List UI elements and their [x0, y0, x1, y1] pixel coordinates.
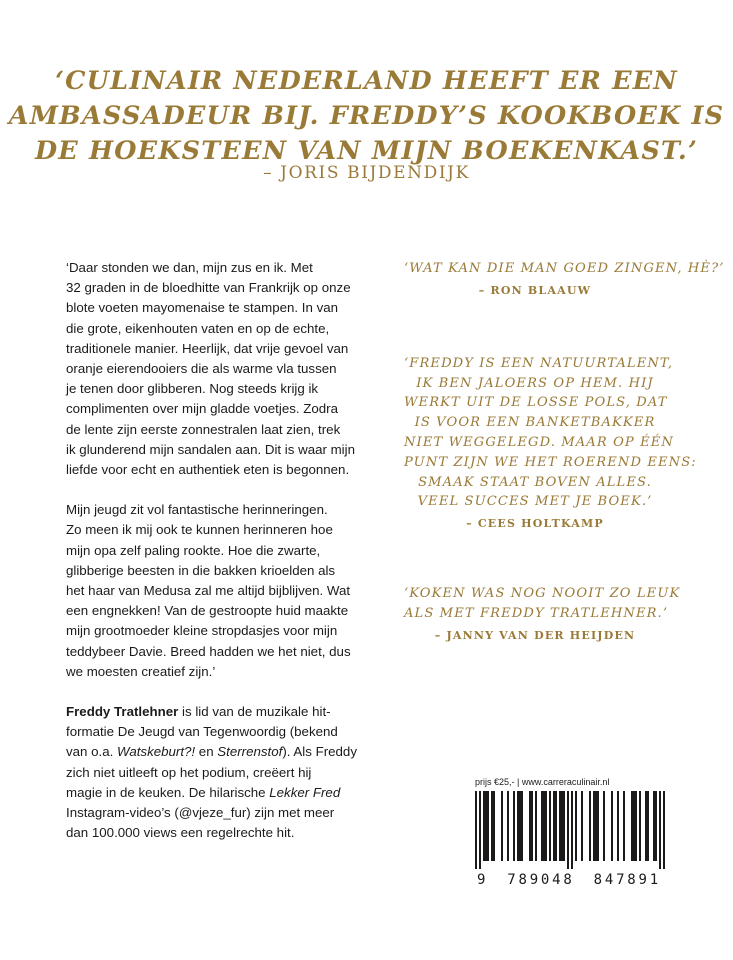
text-line	[66, 785, 340, 800]
text-line: traditionele manier. Heerlijk, dat vrije gevoel van	[66, 340, 349, 356]
barcode-bar	[535, 791, 537, 861]
barcode-bar	[611, 791, 613, 861]
barcode-bar	[563, 791, 565, 861]
series-title: Lekker Fred	[269, 784, 341, 800]
barcode-bar	[653, 791, 655, 861]
quote-line: ‘FREDDY IS EEN NATUURTALENT,	[404, 355, 674, 371]
text-fragment: en	[195, 744, 218, 760]
barcode-bar	[517, 791, 519, 861]
quote-line: VEEL SUCCES MET JE BOEK.’	[417, 494, 653, 510]
barcode-bar	[555, 791, 557, 861]
text-line: je tenen door glibberen. Nog steeds krijg ik	[66, 381, 319, 397]
barcode-bar	[603, 791, 605, 861]
quote-line: ‘KOKEN WAS NOG NOOIT ZO LEUK	[404, 586, 681, 602]
featured-quote-attribution: – JORIS BIJDENDIJK	[263, 163, 470, 183]
text-fragment: is lid van de muzikale hit-	[178, 704, 331, 720]
author-bio	[66, 702, 386, 843]
endorsement-quote	[404, 584, 681, 624]
text-line: zich niet uitleeft op het podium, creëert hij	[66, 764, 312, 780]
barcode-bar	[595, 791, 597, 861]
barcode-bar	[529, 791, 531, 861]
barcode-bar	[487, 791, 489, 861]
featured-quote-line: AMBASSADEUR BIJ. FREDDY’S KOOKBOEK IS	[8, 101, 725, 131]
barcode-bar	[531, 791, 533, 861]
isbn-barcode	[475, 791, 665, 871]
barcode-bar	[589, 791, 591, 861]
barcode-bar	[549, 791, 551, 861]
text-fragment: magie in de keuken. De hilarische	[66, 784, 270, 800]
quote-line: ALS MET FREDDY TRATLEHNER.’	[404, 605, 669, 621]
text-line: teddybeer Davie. Breed hadden we het niet, dus	[66, 643, 351, 659]
barcode-bar	[633, 791, 635, 861]
barcode-bar	[513, 791, 515, 861]
endorsements	[404, 259, 725, 643]
barcode-bar	[645, 791, 647, 861]
text-line: glibberige beesten in die bakken krioelden als	[66, 562, 336, 578]
barcode-bar	[483, 791, 485, 861]
barcode-bar	[617, 791, 619, 861]
endorsement-attribution: – RON BLAAUW	[478, 283, 592, 297]
album-title: Watskeburt?!	[117, 744, 196, 760]
barcode-bar	[575, 791, 577, 861]
barcode-bar	[553, 791, 555, 861]
barcode-guard-bar	[663, 791, 665, 869]
quote-line: WERKT UIT DE LOSSE POLS, DAT	[404, 395, 668, 411]
endorsement	[404, 354, 697, 531]
isbn-digit-first: 9	[477, 872, 489, 888]
featured-quote-line: ‘CULINAIR NEDERLAND HEEFT ER EEN	[55, 66, 678, 96]
text-line: het haar van Medusa zal me altijd bijblijven. Wat	[66, 583, 351, 599]
barcode-guard-bar	[475, 791, 477, 869]
blurb-paragraph-2	[66, 500, 386, 682]
text-line: een engnekken! Van de gestroopte huid maakte	[66, 603, 349, 619]
barcode-bar	[485, 791, 487, 861]
isbn-number	[477, 872, 661, 888]
endorsement-attribution: – JANNY VAN DER HEIJDEN	[434, 628, 636, 642]
barcode-bar	[491, 791, 493, 861]
text-line: Mijn jeugd zit vol fantastische herinneringen.	[66, 502, 328, 518]
barcode-bar	[655, 791, 657, 861]
barcode-bar	[623, 791, 625, 861]
quote-line: ‘WAT KAN DIE MAN GOED ZINGEN, HÈ?’	[404, 261, 725, 276]
text-line: mijn opa zelf paling rookte. Hoe die zwarte,	[66, 542, 321, 558]
barcode-bar	[593, 791, 595, 861]
barcode-bar	[597, 791, 599, 861]
text-line: die grote, eikenhouten vaten en op de echte,	[66, 320, 330, 336]
text-line: Zo meen ik mij ook te kunnen herinneren hoe	[66, 522, 333, 538]
price-and-url: prijs €25,- | www.carreraculinair.nl	[475, 777, 610, 787]
quote-line: IK BEN JALOERS OP HEM. HIJ	[416, 375, 654, 391]
endorsement	[404, 584, 681, 643]
text-line: blote voeten mayomenaise te stampen. In van	[66, 300, 339, 316]
barcode-bar	[521, 791, 523, 861]
text-line: dan 100.000 views een regelrechte hit.	[66, 825, 295, 841]
endorsement-quote	[404, 354, 697, 512]
text-fragment: van o.a.	[66, 744, 118, 760]
barcode-bar	[635, 791, 637, 861]
barcode-guard-bar	[659, 791, 661, 869]
text-line: complimenten over mijn gladde voetjes. Zodra	[66, 401, 338, 417]
featured-quote-line: DE HOEKSTEEN VAN MIJN BOEKENKAST.’	[34, 136, 699, 166]
album-title: Sterrenstof	[217, 744, 283, 760]
isbn-digits-right: 847891	[593, 872, 661, 888]
text-line: liefde voor echt en authentiek eten is begonnen.	[66, 462, 350, 478]
barcode-bar	[543, 791, 545, 861]
blurb-text	[66, 258, 386, 863]
barcode-bar	[507, 791, 509, 861]
quote-line: IS VOOR EEN BANKETBAKKER	[414, 415, 656, 431]
quote-line: SMAAK STAAT BOVEN ALLES.	[418, 474, 652, 490]
barcode-bar	[639, 791, 641, 861]
endorsement	[404, 259, 725, 298]
barcode-guard-bar	[571, 791, 573, 869]
text-line: mijn grootmoeder kleine stropdasjes voor mijn	[66, 623, 338, 639]
text-line: formatie De Jeugd van Tegenwoordig (bekend	[66, 724, 338, 740]
text-line: ik glunderend mijn sandalen aan. Dit is waar mijn	[66, 441, 355, 457]
text-line: Instagram-video’s (@vjeze_fur) zijn met meer	[66, 805, 335, 821]
author-name: Freddy Tratlehner	[66, 704, 179, 720]
text-line: oranje eierendooiers die als warme vla tussen	[66, 361, 337, 377]
text-line	[66, 744, 357, 759]
barcode-bar	[559, 791, 561, 861]
endorsement-attribution: – CEES HOLTKAMP	[466, 517, 604, 531]
barcode-bar	[545, 791, 547, 861]
barcode-bar	[493, 791, 495, 861]
barcode-bar	[581, 791, 583, 861]
barcode-bar	[647, 791, 649, 861]
text-line: 32 graden in de bloedhitte van Frankrijk op onze	[66, 280, 351, 296]
quote-line: PUNT ZIJN WE HET ROEREND EENS:	[404, 454, 697, 470]
text-line: ‘Daar stonden we dan, mijn zus en ik. Met	[66, 260, 313, 275]
barcode-bar	[631, 791, 633, 861]
barcode-guard-bar	[567, 791, 569, 869]
text-fragment: ). Als Freddy	[282, 744, 357, 760]
isbn-digits-left: 789048	[507, 872, 575, 888]
featured-quote	[0, 64, 733, 169]
barcode-guard-bar	[479, 791, 481, 869]
barcode-bar	[519, 791, 521, 861]
barcode-bar	[561, 791, 563, 861]
text-line: de lente zijn eerste zonnestralen laat zien, trek	[66, 421, 341, 437]
blurb-paragraph-1	[66, 258, 386, 480]
quote-line: NIET WEGGELEGD. MAAR OP ÉÉN	[404, 434, 674, 450]
barcode-bar	[501, 791, 503, 861]
text-line: we moesten creatief zijn.’	[66, 663, 216, 679]
barcode-bar	[541, 791, 543, 861]
text-line	[66, 704, 331, 719]
isbn-barcode-block	[475, 777, 675, 888]
endorsement-quote	[404, 259, 725, 279]
